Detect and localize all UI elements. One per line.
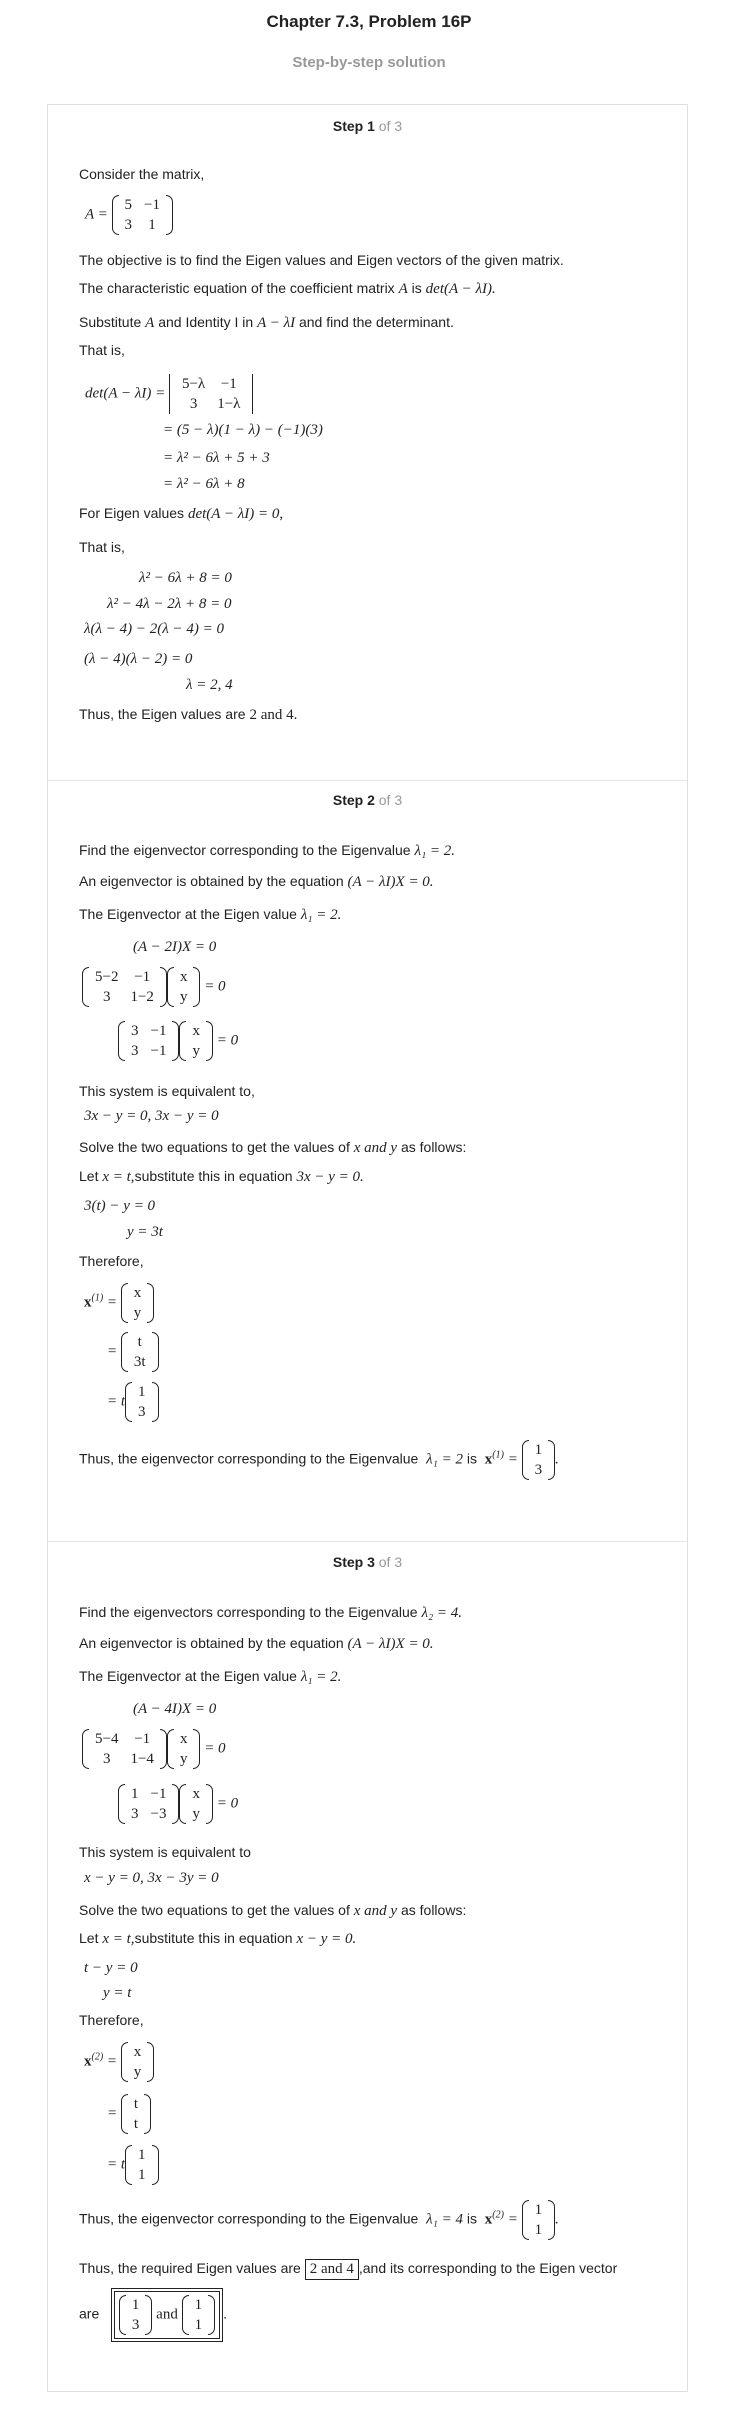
matrix-cell: x bbox=[179, 969, 188, 985]
matrix-cell: 1−λ bbox=[217, 396, 241, 412]
matrix bbox=[167, 967, 201, 1007]
vector-equation: = t 1 3 bbox=[107, 1382, 159, 1422]
matrix-cell: −3 bbox=[150, 1806, 167, 1822]
equation: (A − 2I)X = 0 bbox=[133, 939, 217, 955]
matrix-cell: x bbox=[192, 1786, 200, 1802]
matrix-cell: −1 bbox=[134, 969, 151, 985]
equation: λ² − 6λ + 8 = 0 bbox=[139, 570, 232, 586]
matrix-cell: 1 bbox=[131, 1786, 139, 1802]
matrix-cell: 1 bbox=[534, 1442, 543, 1458]
text: The characteristic equation of the coefficient matrix A is det(A − λI). bbox=[79, 280, 496, 297]
determinant bbox=[169, 374, 253, 414]
matrix bbox=[125, 1382, 159, 1422]
matrix bbox=[82, 967, 167, 1007]
matrix-cell: t bbox=[137, 1334, 142, 1350]
matrix-cell: 1 bbox=[138, 2147, 146, 2163]
det-equation: det(A − λI) = 5−λ −1 3 1−λ bbox=[85, 374, 253, 414]
vector-equation: = t 1 1 bbox=[107, 2145, 159, 2185]
text: An eigenvector is obtained by the equation (A − λI)X = 0. bbox=[79, 873, 434, 890]
text: Let x = t,substitute this in equation x − y = 0. bbox=[79, 1930, 357, 1947]
equation: 3(t) − y = 0 bbox=[84, 1198, 156, 1214]
matrix-cell: t bbox=[133, 2116, 139, 2132]
equation: t − y = 0 bbox=[84, 1960, 138, 1976]
equation: = λ² − 6λ + 8 bbox=[163, 476, 245, 492]
final-answer-vectors: are 1 3 and 1 1 . bbox=[79, 2288, 227, 2342]
matrix-cell: 3 bbox=[138, 1404, 146, 1420]
matrix bbox=[121, 2042, 155, 2082]
text: Therefore, bbox=[79, 1253, 144, 1269]
matrix-cell: y bbox=[133, 1305, 142, 1321]
text: Substitute A and Identity I in A − λI and find the determinant. bbox=[79, 314, 454, 331]
matrix-cell: 1−4 bbox=[130, 1751, 154, 1767]
equation: (λ − 4)(λ − 2) = 0 bbox=[84, 651, 193, 667]
matrix bbox=[179, 1021, 213, 1061]
matrix bbox=[125, 2145, 159, 2185]
step-divider bbox=[48, 780, 687, 781]
step-2-heading: Step 2 of 3 bbox=[332, 792, 403, 808]
matrix-cell: 3 bbox=[124, 217, 133, 233]
matrix bbox=[112, 195, 173, 235]
matrix-a: A = 5 −1 3 1 bbox=[85, 195, 173, 235]
matrix bbox=[522, 2200, 556, 2240]
matrix-cell: 3 bbox=[102, 989, 111, 1005]
text: That is, bbox=[79, 342, 125, 358]
text: Solve the two equations to get the values of x and y as follows: bbox=[79, 1902, 467, 1919]
matrix-equation: 3 −1 3 −1 x y = 0 bbox=[118, 1021, 238, 1061]
equation: (A − 4I)X = 0 bbox=[133, 1701, 217, 1717]
vector-equation: $x^{(2)}$ = x y bbox=[84, 2042, 154, 2082]
text: An eigenvector is obtained by the equation (A − λI)X = 0. bbox=[79, 1635, 434, 1652]
matrix-cell: 5−4 bbox=[95, 1731, 119, 1747]
matrix bbox=[82, 1729, 167, 1769]
matrix-cell: 5−λ bbox=[181, 376, 206, 392]
matrix-cell: y bbox=[192, 1806, 200, 1822]
matrix-cell: 1 bbox=[138, 1384, 146, 1400]
final-answer-text: Thus, the required Eigen values are 2 and 4 ,and its corresponding to the Eigen vector bbox=[79, 2259, 617, 2280]
matrix bbox=[522, 1440, 556, 1480]
matrix-cell: 1 bbox=[194, 2297, 203, 2313]
matrix-cell: 1 bbox=[534, 2202, 543, 2218]
matrix bbox=[167, 1729, 201, 1769]
matrix-cell: 1 bbox=[148, 217, 156, 233]
matrix-cell: 3 bbox=[189, 396, 198, 412]
matrix-cell: x bbox=[133, 2044, 142, 2060]
vector-equation: = t 3t bbox=[107, 1332, 159, 1372]
matrix-cell: −1 bbox=[144, 197, 160, 213]
matrix-cell: −1 bbox=[134, 1731, 151, 1747]
answer-box: 2 and 4 bbox=[305, 2259, 359, 2280]
matrix-cell: −1 bbox=[150, 1023, 167, 1039]
matrix bbox=[182, 2295, 216, 2335]
step-1-heading: Step 1 of 3 bbox=[332, 118, 403, 134]
matrix-cell: 3 bbox=[131, 1806, 139, 1822]
matrix bbox=[118, 1021, 179, 1061]
matrix-cell: t bbox=[133, 2096, 139, 2112]
vector-equation: $x^{(1)}$ = x y bbox=[84, 1283, 154, 1323]
text: For Eigen values det(A − λI) = 0, bbox=[79, 505, 284, 522]
text: This system is equivalent to, bbox=[79, 1083, 255, 1099]
equation: x − y = 0, 3x − 3y = 0 bbox=[84, 1870, 219, 1886]
matrix-cell: x bbox=[192, 1023, 200, 1039]
matrix bbox=[118, 1784, 179, 1824]
matrix-cell: 1 bbox=[194, 2317, 203, 2333]
matrix-cell: 3 bbox=[534, 1462, 543, 1478]
matrix bbox=[179, 1784, 213, 1824]
matrix bbox=[121, 1332, 159, 1372]
matrix-cell: 3 bbox=[102, 1751, 111, 1767]
matrix-equation: 5−2 −1 3 1−2 x y = 0 bbox=[82, 967, 226, 1007]
equation: 3x − y = 0, 3x − y = 0 bbox=[84, 1108, 219, 1124]
matrix-cell: x bbox=[179, 1731, 188, 1747]
matrix-cell: y bbox=[192, 1043, 200, 1059]
matrix-equation: 5−4 −1 3 1−4 x y = 0 bbox=[82, 1729, 226, 1769]
matrix-cell: 3 bbox=[131, 1043, 139, 1059]
text: The objective is to find the Eigen values and Eigen vectors of the given matrix. bbox=[79, 252, 564, 268]
matrix-cell: −1 bbox=[220, 376, 237, 392]
result-text: Thus, the eigenvector corresponding to the Eigenvalue λ₁ = 2 is $x^{(1)}$ = 1 3 . bbox=[79, 1442, 559, 1478]
matrix-cell: 1 bbox=[131, 2297, 140, 2313]
text: Let x = t,substitute this in equation 3x − y = 0. bbox=[79, 1168, 364, 1185]
equation: = λ² − 6λ + 5 + 3 bbox=[163, 450, 270, 466]
vector-equation: = t t bbox=[107, 2094, 151, 2134]
equation: λ(λ − 4) − 2(λ − 4) = 0 bbox=[84, 621, 224, 637]
matrix bbox=[121, 1283, 155, 1323]
matrix-cell: 1 bbox=[534, 2222, 543, 2238]
page-title: Chapter 7.3, Problem 16P bbox=[266, 12, 472, 31]
text: The Eigenvector at the Eigen value λ₁ = 2. bbox=[79, 906, 342, 923]
text: This system is equivalent to bbox=[79, 1844, 251, 1860]
matrix-cell: y bbox=[179, 989, 188, 1005]
equation: λ = 2, 4 bbox=[186, 677, 233, 693]
matrix-cell: y bbox=[133, 2064, 142, 2080]
equation: y = t bbox=[103, 1985, 132, 2001]
text: The Eigenvector at the Eigen value λ₁ = 2. bbox=[79, 1668, 342, 1685]
text: Find the eigenvectors corresponding to the Eigenvalue λ₂ = 4. bbox=[79, 1604, 463, 1621]
matrix-cell: 1 bbox=[138, 2167, 146, 2183]
step-3-heading: Step 3 of 3 bbox=[332, 1554, 403, 1570]
matrix-cell: 3 bbox=[131, 1023, 139, 1039]
text: Therefore, bbox=[79, 2012, 144, 2028]
matrix-cell: 1−2 bbox=[130, 989, 154, 1005]
matrix-cell: 5−2 bbox=[95, 969, 119, 985]
text: That is, bbox=[79, 539, 125, 555]
solution-subtitle: Step-by-step solution bbox=[292, 54, 446, 71]
matrix bbox=[119, 2295, 153, 2335]
step-divider bbox=[48, 1541, 687, 1542]
answer-box: 1 3 and 1 1 bbox=[111, 2288, 223, 2342]
result-text: Thus, the eigenvector corresponding to the Eigenvalue λ₁ = 4 is $x^{(2)}$ = 1 1 . bbox=[79, 2202, 559, 2238]
matrix-cell: 3t bbox=[133, 1354, 146, 1370]
equation: λ² − 4λ − 2λ + 8 = 0 bbox=[107, 596, 232, 612]
matrix-cell: 5 bbox=[124, 197, 133, 213]
matrix-cell: −1 bbox=[150, 1043, 167, 1059]
matrix-equation: 1 −1 3 −3 x y = 0 bbox=[118, 1784, 238, 1824]
matrix bbox=[121, 2094, 151, 2134]
matrix-cell: y bbox=[179, 1751, 188, 1767]
text: Solve the two equations to get the values of x and y as follows: bbox=[79, 1139, 467, 1156]
text: Find the eigenvector corresponding to the Eigenvalue λ₁ = 2. bbox=[79, 842, 456, 859]
matrix-cell: −1 bbox=[150, 1786, 167, 1802]
matrix-cell: 3 bbox=[131, 2317, 140, 2333]
matrix-cell: x bbox=[133, 1285, 142, 1301]
equation: y = 3t bbox=[127, 1224, 163, 1240]
text: Consider the matrix, bbox=[79, 166, 205, 182]
equation: = (5 − λ)(1 − λ) − (−1)(3) bbox=[163, 422, 323, 438]
text: Thus, the Eigen values are 2 and 4. bbox=[79, 706, 298, 723]
